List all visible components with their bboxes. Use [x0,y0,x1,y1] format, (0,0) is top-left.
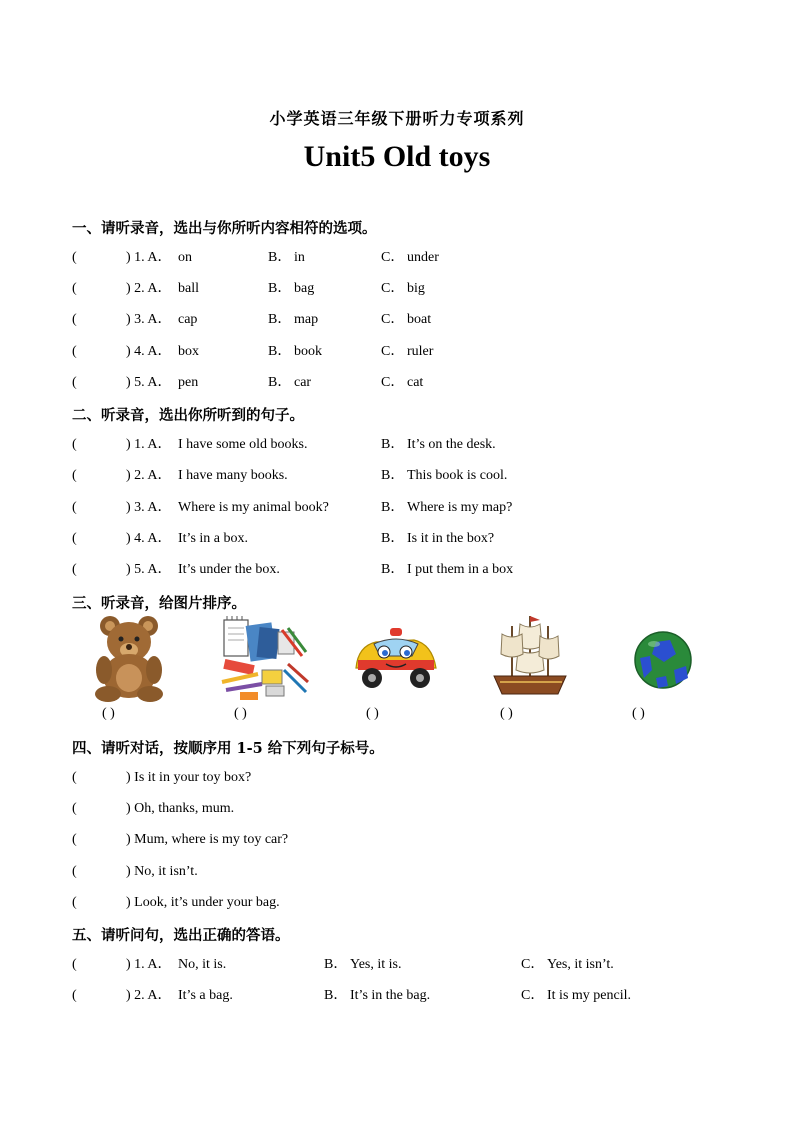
option-a-text: box [178,344,199,359]
open-bracket: ( [72,312,77,327]
sentence-text: ) Mum, where is my toy car? [126,832,289,847]
section-4-heading: 四、请听对话，按顺序用 1-5 给下列句子标号。 [72,740,384,757]
option-b-label: B． [324,957,348,972]
option-a-text: Where is my animal book? [178,500,329,515]
section-2-heading: 二、听录音，选出你所听到的句子。 [72,407,304,424]
open-bracket: ( [72,468,77,483]
toy-car-picture [352,612,440,702]
option-b-text: I put them in a box [407,562,514,577]
option-a-text: I have many books. [178,468,288,483]
open-bracket: ( [72,250,77,265]
option-c-label: C． [381,312,405,327]
open-bracket: ( [72,500,77,515]
sailing-ship-picture [490,612,570,702]
open-bracket: ( [72,562,77,577]
teddy-bear-picture [92,612,168,702]
option-a-text: It’s in a box. [178,531,248,546]
option-a-text: cap [178,312,198,327]
open-bracket: ( [72,957,77,972]
section-3-heading: 三、听录音，给图片排序。 [72,595,246,612]
open-bracket: ( [72,832,77,847]
option-a-text: It’s a bag. [178,988,233,1003]
option-b-text: Yes, it is. [350,957,402,972]
option-a-text: ball [178,281,199,296]
sentence-text: ) Oh, thanks, mum. [126,801,235,816]
option-a-text: It’s under the box. [178,562,280,577]
answer-bracket: ( ) [234,706,247,721]
option-b-text: bag [294,281,315,296]
option-c-text: big [407,281,425,296]
ball-picture [630,612,696,702]
option-b-label: B． [268,344,292,359]
option-b-label: B． [324,988,348,1003]
open-bracket: ( [72,770,77,785]
sentence-text: ) Look, it’s under your bag. [126,895,280,910]
option-c-label: C． [521,957,545,972]
option-a-text: on [178,250,192,265]
option-b-label: B． [381,468,405,483]
option-c-text: Yes, it isn’t. [547,957,614,972]
open-bracket: ( [72,864,77,879]
option-c-label: C． [381,344,405,359]
option-b-label: B． [268,375,292,390]
question-number: ) 5. A． [126,562,172,577]
option-c-text: It is my pencil. [547,988,631,1003]
option-c-text: under [407,250,439,265]
option-b-text: map [294,312,319,327]
option-c-label: C． [381,281,405,296]
question-number: ) 3. A． [126,312,172,327]
question-number: ) 5. A． [126,375,172,390]
option-b-text: Where is my map? [407,500,513,515]
option-c-label: C． [381,250,405,265]
question-number: ) 2. A． [126,988,172,1003]
answer-bracket: ( ) [102,706,115,721]
option-b-label: B． [268,281,292,296]
option-b-text: This book is cool. [407,468,508,483]
question-number: ) 2. A． [126,468,172,483]
stationery-picture [218,612,310,702]
option-b-text: book [294,344,322,359]
answer-bracket: ( ) [366,706,379,721]
open-bracket: ( [72,281,77,296]
option-b-text: It’s on the desk. [407,437,496,452]
open-bracket: ( [72,375,77,390]
option-b-text: It’s in the bag. [350,988,431,1003]
option-b-text: in [294,250,305,265]
option-b-label: B． [268,312,292,327]
sentence-text: ) Is it in your toy box? [126,770,252,785]
open-bracket: ( [72,344,77,359]
open-bracket: ( [72,437,77,452]
question-number: ) 1. A． [126,250,172,265]
section-1-heading: 一、请听录音，选出与你所听内容相符的选项。 [72,220,377,237]
question-number: ) 4. A． [126,531,172,546]
open-bracket: ( [72,801,77,816]
option-b-text: car [294,375,312,390]
page-subtitle: 小学英语三年级下册听力专项系列 [269,109,525,128]
question-number: ) 1. A． [126,437,172,452]
option-c-label: C． [521,988,545,1003]
option-c-text: cat [407,375,424,390]
open-bracket: ( [72,988,77,1003]
sentence-text: ) No, it isn’t. [126,864,198,879]
option-b-label: B． [381,437,405,452]
open-bracket: ( [72,895,77,910]
answer-bracket: ( ) [500,706,513,721]
option-a-text: No, it is. [178,957,227,972]
option-c-text: ruler [407,344,434,359]
question-number: ) 1. A． [126,957,172,972]
option-b-label: B． [268,250,292,265]
option-a-text: I have some old books. [178,437,308,452]
question-number: ) 3. A． [126,500,172,515]
option-c-label: C． [381,375,405,390]
option-b-label: B． [381,562,405,577]
page-title: Unit5 Old toys [303,140,491,173]
option-b-text: Is it in the box? [407,531,495,546]
section-5-heading: 五、请听问句，选出正确的答语。 [72,927,290,944]
option-b-label: B． [381,531,405,546]
open-bracket: ( [72,531,77,546]
option-a-text: pen [178,375,199,390]
question-number: ) 2. A． [126,281,172,296]
question-number: ) 4. A． [126,344,172,359]
answer-bracket: ( ) [632,706,645,721]
option-c-text: boat [407,312,432,327]
option-b-label: B． [381,500,405,515]
